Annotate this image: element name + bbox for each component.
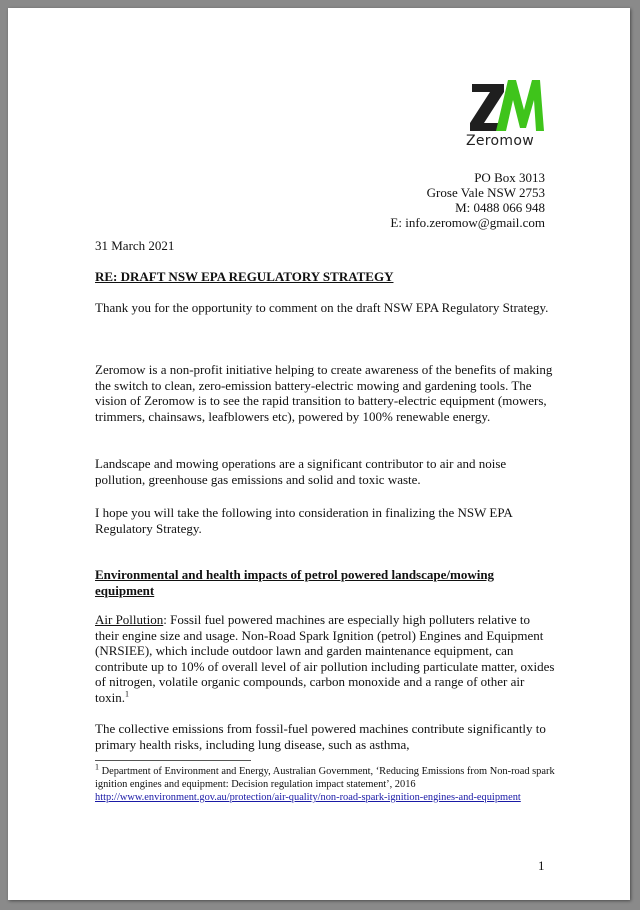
paragraph-about-zeromow: Zeromow is a non-profit initiative helping to create awareness of the benefits of making the switch to clean, zero-emission battery-electric mowing and gardening tools. The vision of Zeromow is to see the rapid transition to battery-electric equipment (mowers, trimmers, chainsaws, leafblowers etc), powered by 100% renewable energy. bbox=[95, 362, 553, 424]
paragraph-collective-emissions: The collective emissions from fossil-fuel powered machines contribute significantly to primary health risks, including lung disease, such as asthma, bbox=[95, 721, 546, 752]
footnote-reference[interactable]: 1 bbox=[124, 689, 129, 699]
section-heading: Environmental and health impacts of petrol powered landscape/mowing equipment bbox=[95, 567, 495, 598]
address-email: E: info.zeromow@gmail.com bbox=[390, 215, 545, 230]
zm-monogram-icon bbox=[466, 76, 546, 134]
sender-address bbox=[390, 170, 545, 230]
paragraph-consideration: I hope you will take the following into consideration in finalizing the NSW EPA Regulatory Strategy. bbox=[95, 505, 513, 536]
paragraph-landscape-impact: Landscape and mowing operations are a significant contributor to air and noise pollution, greenhouse gas emissions and solid and toxic waste. bbox=[95, 456, 507, 487]
document-page bbox=[8, 8, 630, 900]
page-number: 1 bbox=[538, 858, 545, 873]
address-mobile: M: 0488 066 948 bbox=[455, 200, 545, 215]
footnote-link[interactable]: http://www.environment.gov.au/protection/air-quality/non-road-spark-ignition-engines-and-equipment bbox=[95, 792, 521, 803]
paragraph-thanks: Thank you for the opportunity to comment on the draft NSW EPA Regulatory Strategy. bbox=[95, 300, 549, 315]
address-locality: Grose Vale NSW 2753 bbox=[426, 185, 545, 200]
footnote-separator bbox=[95, 760, 251, 761]
footnote-marker: 1 bbox=[95, 762, 99, 772]
address-po-box: PO Box 3013 bbox=[474, 170, 545, 185]
footnote bbox=[95, 762, 557, 804]
logo-wordmark: Zeromow bbox=[466, 133, 534, 149]
letter-subject: RE: DRAFT NSW EPA REGULATORY STRATEGY bbox=[95, 269, 394, 284]
paragraph-air-pollution bbox=[95, 612, 555, 705]
air-pollution-text: : Fossil fuel powered machines are especially high polluters relative to their engine size and usage. Non-Road Spark Ignition (petrol) Engines and Equipment (NRSIEE), which include outdoor lawn and garden maintenance equipment, can contribute up to 10% of overall level of air pollution including particulate matter, oxides of nitrogen, volatile organic compounds, carbon monoxide and a range of other air toxin. bbox=[95, 612, 555, 705]
footnote-citation: Department of Environment and Energy, Australian Government, ‘Reducing Emissions from Non-road spark ignition engines and equipment: Decision regulation impact statement’, 2016 bbox=[95, 766, 555, 790]
air-pollution-label: Air Pollution bbox=[95, 612, 164, 627]
letter-date: 31 March 2021 bbox=[95, 238, 175, 253]
zeromow-logo bbox=[466, 76, 546, 154]
